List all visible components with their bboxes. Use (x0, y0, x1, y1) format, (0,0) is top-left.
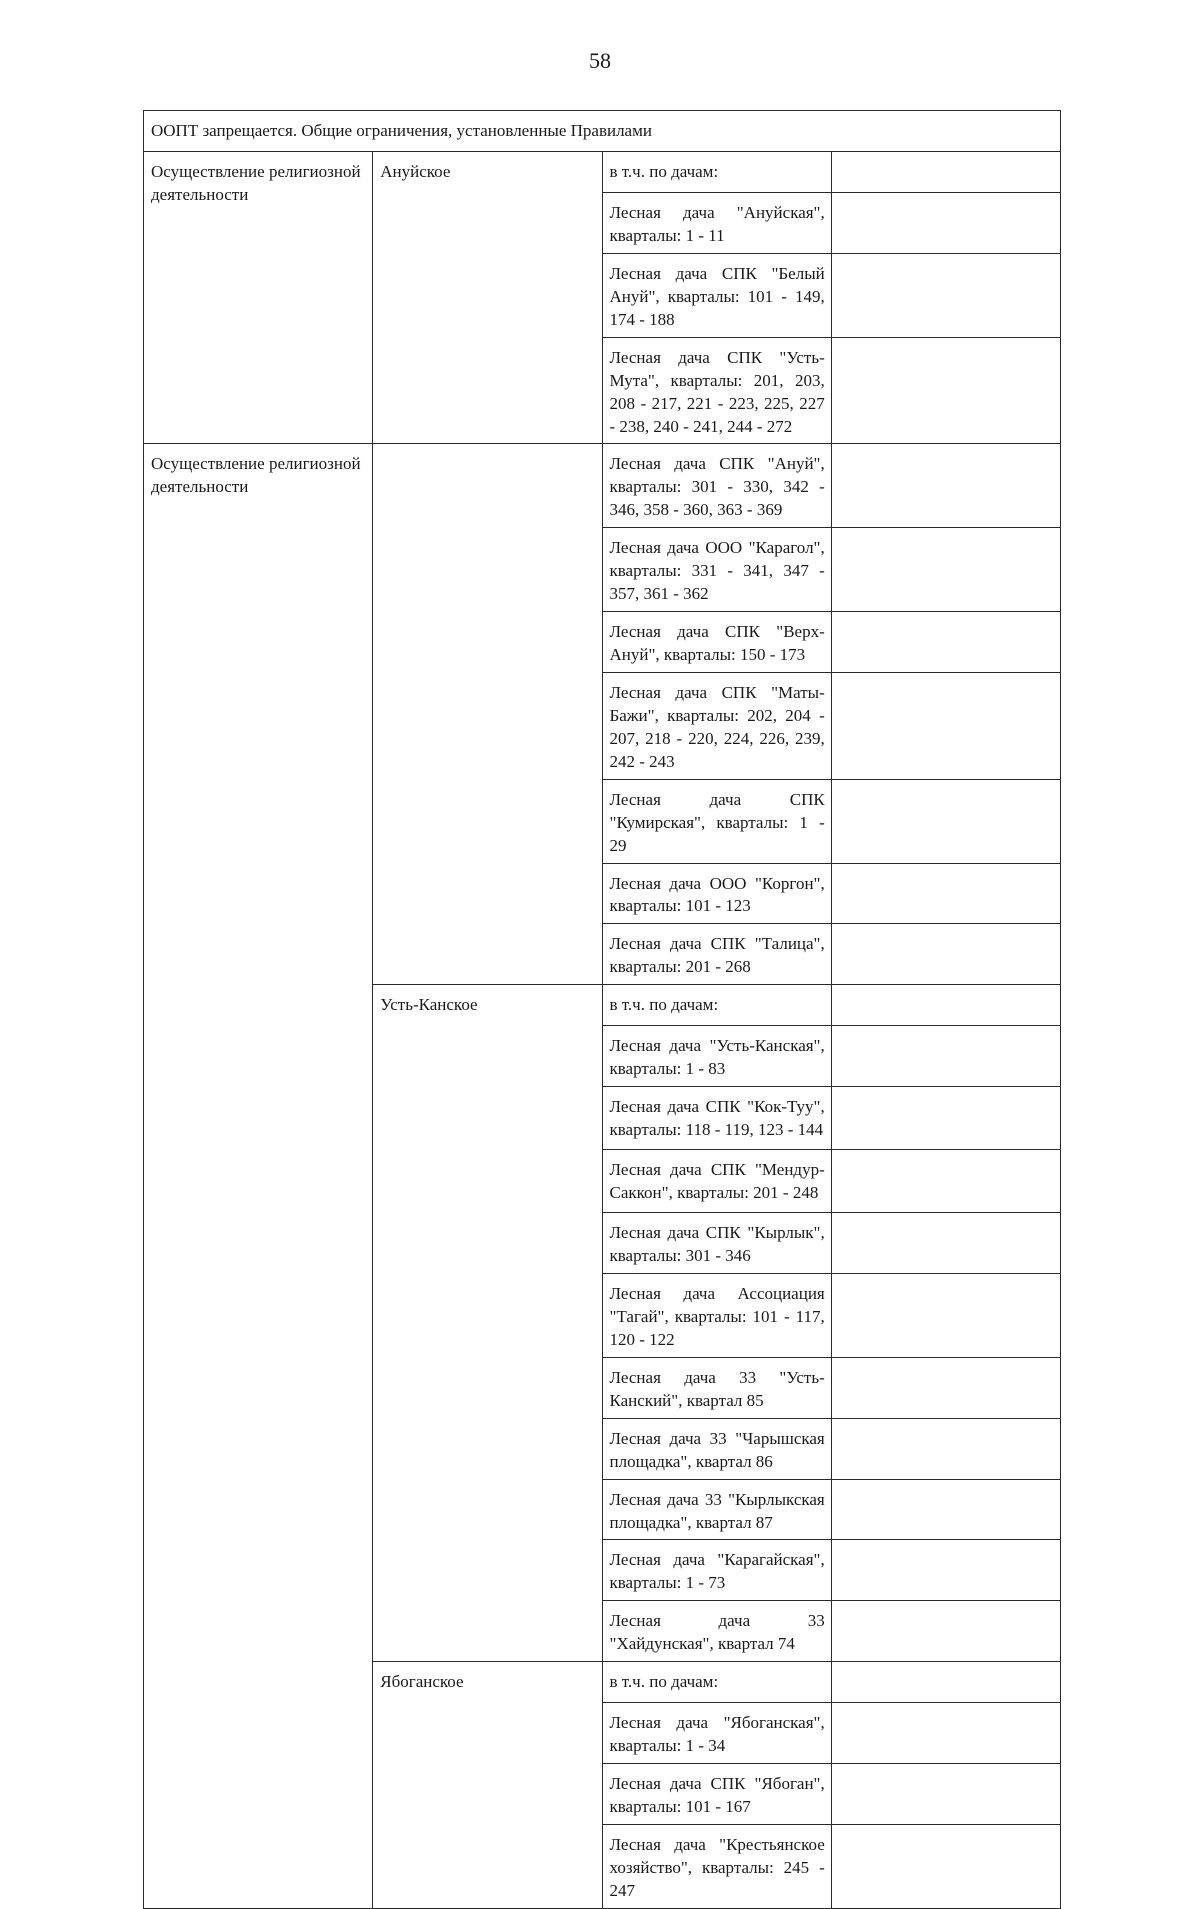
empty-cell (831, 1540, 1060, 1601)
empty-cell (831, 444, 1060, 528)
forestry-table (143, 110, 1061, 1909)
page-number: 58 (589, 48, 611, 73)
empty-cell (831, 1357, 1060, 1418)
empty-cell (831, 193, 1060, 254)
forestry-cell (373, 444, 602, 985)
dacha-cell: в т.ч. по дачам: (602, 985, 831, 1026)
empty-cell (831, 672, 1060, 779)
dacha-cell: Лесная дача СПК "Ануй", кварталы: 301 - 330, 342 - 346, 358 - 360, 363 - 369 (602, 444, 831, 528)
empty-cell (831, 1213, 1060, 1274)
dacha-cell: Лесная дача СПК "Белый Ануй", кварталы: 101 - 149, 174 - 188 (602, 253, 831, 337)
empty-cell (831, 1026, 1060, 1087)
dacha-cell: Лесная дача СПК "Маты-Бажи", кварталы: 202, 204 - 207, 218 - 220, 224, 226, 239, 242 - 243 (602, 672, 831, 779)
empty-cell (831, 152, 1060, 193)
dacha-cell: Лесная дача СПК "Кырлык", кварталы: 301 - 346 (602, 1213, 831, 1274)
empty-cell (831, 1418, 1060, 1479)
empty-cell (831, 1703, 1060, 1764)
empty-cell (831, 337, 1060, 444)
empty-cell (831, 985, 1060, 1026)
empty-cell (831, 1274, 1060, 1358)
activity-cell: Осуществление религиозной деятельности (144, 152, 373, 444)
empty-cell (831, 863, 1060, 924)
empty-cell (831, 1764, 1060, 1825)
banner-cell: ООПТ запрещается. Общие ограничения, установленные Правилами (144, 111, 1061, 152)
activity-cell: Осуществление религиозной деятельности (144, 444, 373, 1908)
empty-cell (831, 1479, 1060, 1540)
dacha-cell: Лесная дача СПК "Кумирская", кварталы: 1 - 29 (602, 779, 831, 863)
table-row (144, 444, 1061, 528)
dacha-cell: Лесная дача ООО "Карагол", кварталы: 331 - 341, 347 - 357, 361 - 362 (602, 528, 831, 612)
forestry-cell: Ябоганское (373, 1662, 602, 1909)
dacha-cell: Лесная дача 33 "Хайдунская", квартал 74 (602, 1601, 831, 1662)
dacha-cell: Лесная дача "Карагайская", кварталы: 1 - 73 (602, 1540, 831, 1601)
dacha-cell: Лесная дача СПК "Кок-Туу", кварталы: 118 - 119, 123 - 144 (602, 1087, 831, 1150)
table-row (144, 152, 1061, 193)
empty-cell (831, 528, 1060, 612)
dacha-cell: Лесная дача СПК "Талица", кварталы: 201 - 268 (602, 924, 831, 985)
empty-cell (831, 1150, 1060, 1213)
dacha-cell: Лесная дача СПК "Мендур-Саккон", кварталы: 201 - 248 (602, 1150, 831, 1213)
forestry-cell: Усть-Канское (373, 985, 602, 1662)
dacha-cell: Лесная дача 33 "Кырлыкская площадка", квартал 87 (602, 1479, 831, 1540)
empty-cell (831, 1087, 1060, 1150)
dacha-cell: Лесная дача "Ябоганская", кварталы: 1 - 34 (602, 1703, 831, 1764)
empty-cell (831, 612, 1060, 673)
forestry-cell: Ануйское (373, 152, 602, 444)
empty-cell (831, 924, 1060, 985)
dacha-cell: Лесная дача ООО "Коргон", кварталы: 101 - 123 (602, 863, 831, 924)
empty-cell (831, 253, 1060, 337)
dacha-cell: Лесная дача "Усть-Канская", кварталы: 1 - 83 (602, 1026, 831, 1087)
dacha-cell: Лесная дача СПК "Ябоган", кварталы: 101 - 167 (602, 1764, 831, 1825)
dacha-cell: Лесная дача "Крестьянское хозяйство", кварталы: 245 - 247 (602, 1824, 831, 1908)
dacha-cell: Лесная дача СПК "Верх-Ануй", кварталы: 150 - 173 (602, 612, 831, 673)
dacha-cell: в т.ч. по дачам: (602, 1662, 831, 1703)
dacha-cell: Лесная дача "Ануйская", кварталы: 1 - 11 (602, 193, 831, 254)
empty-cell (831, 1824, 1060, 1908)
dacha-cell: Лесная дача Ассоциация "Тагай", кварталы: 101 - 117, 120 - 122 (602, 1274, 831, 1358)
dacha-cell: в т.ч. по дачам: (602, 152, 831, 193)
empty-cell (831, 779, 1060, 863)
dacha-cell: Лесная дача 33 "Усть-Канский", квартал 85 (602, 1357, 831, 1418)
dacha-cell: Лесная дача 33 "Чарышская площадка", квартал 86 (602, 1418, 831, 1479)
table-row (144, 111, 1061, 152)
empty-cell (831, 1662, 1060, 1703)
dacha-cell: Лесная дача СПК "Усть-Мута", кварталы: 201, 203, 208 - 217, 221 - 223, 225, 227 - 238, 240 - 241, 244 - 272 (602, 337, 831, 444)
empty-cell (831, 1601, 1060, 1662)
